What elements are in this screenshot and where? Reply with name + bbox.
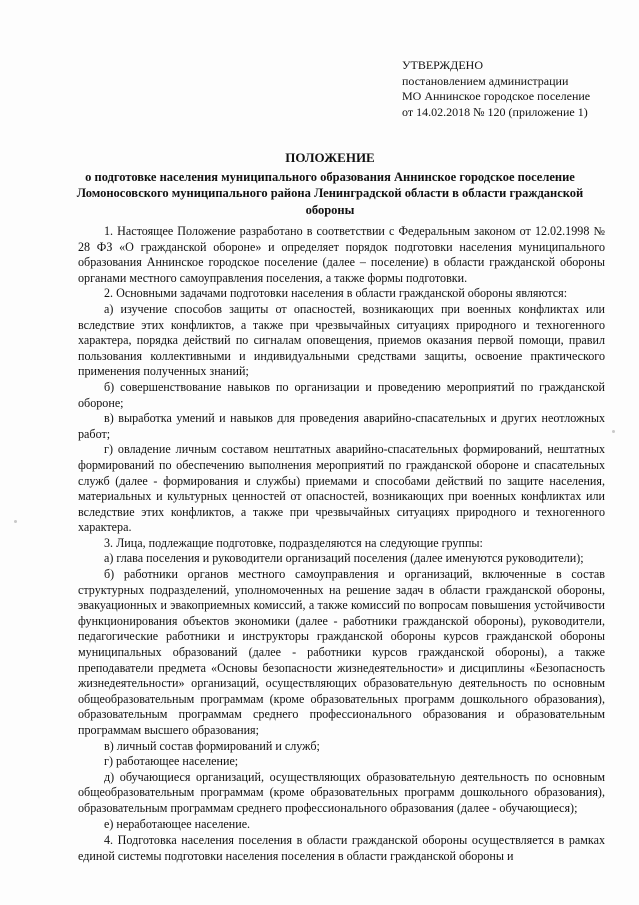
scan-speck [14, 520, 17, 523]
document-body [78, 224, 605, 864]
document-heading: ПОЛОЖЕНИЕ [285, 150, 375, 165]
approval-stamp [402, 58, 634, 120]
paragraph-2: 2. Основными задачами подготовки населения в области гражданской обороны являются: [104, 286, 568, 301]
paragraph-2b: б) совершенствование навыков по организации и проведению мероприятий по гражданской обороне; [78, 379, 605, 410]
document-subtitle: о подготовке населения муниципального образования Аннинское городское поселение Ломоносовского муниципального района Ленинградской области в области гражданской обороны [76, 169, 584, 217]
paragraph-3e: е) неработающее население. [104, 816, 251, 831]
paragraph-3v: в) личный состав формирований и служб; [104, 738, 320, 753]
document-title-block [60, 150, 600, 218]
approval-line: УТВЕРЖДЕНО [402, 58, 484, 72]
paragraph-2g: г) овладение личным составом нештатных аварийно-спасательных формирований, нештатных формирований по обеспечению выполнения мероприятий по гражданской обороне и спасательных служб (далее - формирования и службы) приемами и способами действий по защите населения, материальных и культурных ценностей от опасностей, возникающих при военных конфликтах или вследствие этих конфликтов, а также при чрезвычайных ситуациях природного и техногенного характера. [78, 442, 605, 535]
paragraph-1: 1. Настоящее Положение разработано в соответствии с Федеральным законом от 12.02.1998 № 28 ФЗ «О гражданской обороне» и определяет порядок подготовки населения муниципального образования Аннинское городское поселение (далее – поселение) в области гражданской обороны органами местного самоуправления поселения, а также формы подготовки. [78, 224, 605, 285]
paragraph-3g: г) работающее население; [104, 754, 239, 769]
paragraph-3a: а) глава поселения и руководители организаций поселения (далее именуются руководители); [104, 551, 584, 566]
approval-line: от 14.02.2018 № 120 (приложение 1) [402, 104, 588, 119]
paragraph-3b: б) работники органов местного самоуправления и организаций, включенные в состав структурных подразделений, уполномоченных на решение задач в области гражданской обороны, эвакуационных и эвакоприемных комиссий, а также комиссий по вопросам повышения устойчивости функционирования объектов экономики (далее - работники гражданской обороны), руководители, педагогические работники и инструкторы гражданской обороны курсов гражданской обороны муниципальных образований (далее - работники курсов гражданской обороны), а также преподаватели предмета «Основы безопасности жизнедеятельности» и дисциплины «Безопасность жизнедеятельности» организаций, осуществляющих образовательную деятельность по основным общеобразовательным программам (кроме образовательных программ дошкольного образования), образовательным программам среднего профессионального образования и образовательным программам высшего образования; [78, 567, 605, 737]
approval-line: постановлением администрации [402, 73, 569, 88]
paragraph-4: 4. Подготовка населения поселения в области гражданской обороны осуществляется в рамках единой системы подготовки населения поселения в области гражданской обороны и [78, 833, 605, 863]
paragraph-2a: а) изучение способов защиты от опасностей, возникающих при военных конфликтах или вследствие этих конфликтов, а также при чрезвычайных ситуациях природного и техногенного характера, порядка действий по сигналам оповещения, приемов оказания первой помощи, правил пользования коллективными и индивидуальными средствами защиты, освоение практического применения полученных знаний; [78, 301, 605, 379]
paragraph-3: 3. Лица, подлежащие подготовке, подразделяются на следующие группы: [104, 535, 483, 550]
scan-speck [612, 430, 615, 433]
approval-line: МО Аннинское городское поселение [402, 89, 591, 103]
paragraph-3d: д) обучающиеся организаций, осуществляющих образовательную деятельность по основным общеобразовательным программам (кроме образовательных программ дошкольного образования), образовательным программам среднего профессионального образования (далее - обучающиеся); [78, 769, 605, 815]
paragraph-2v: в) выработка умений и навыков для проведения аварийно-спасательных и других неотложных работ; [78, 411, 605, 441]
